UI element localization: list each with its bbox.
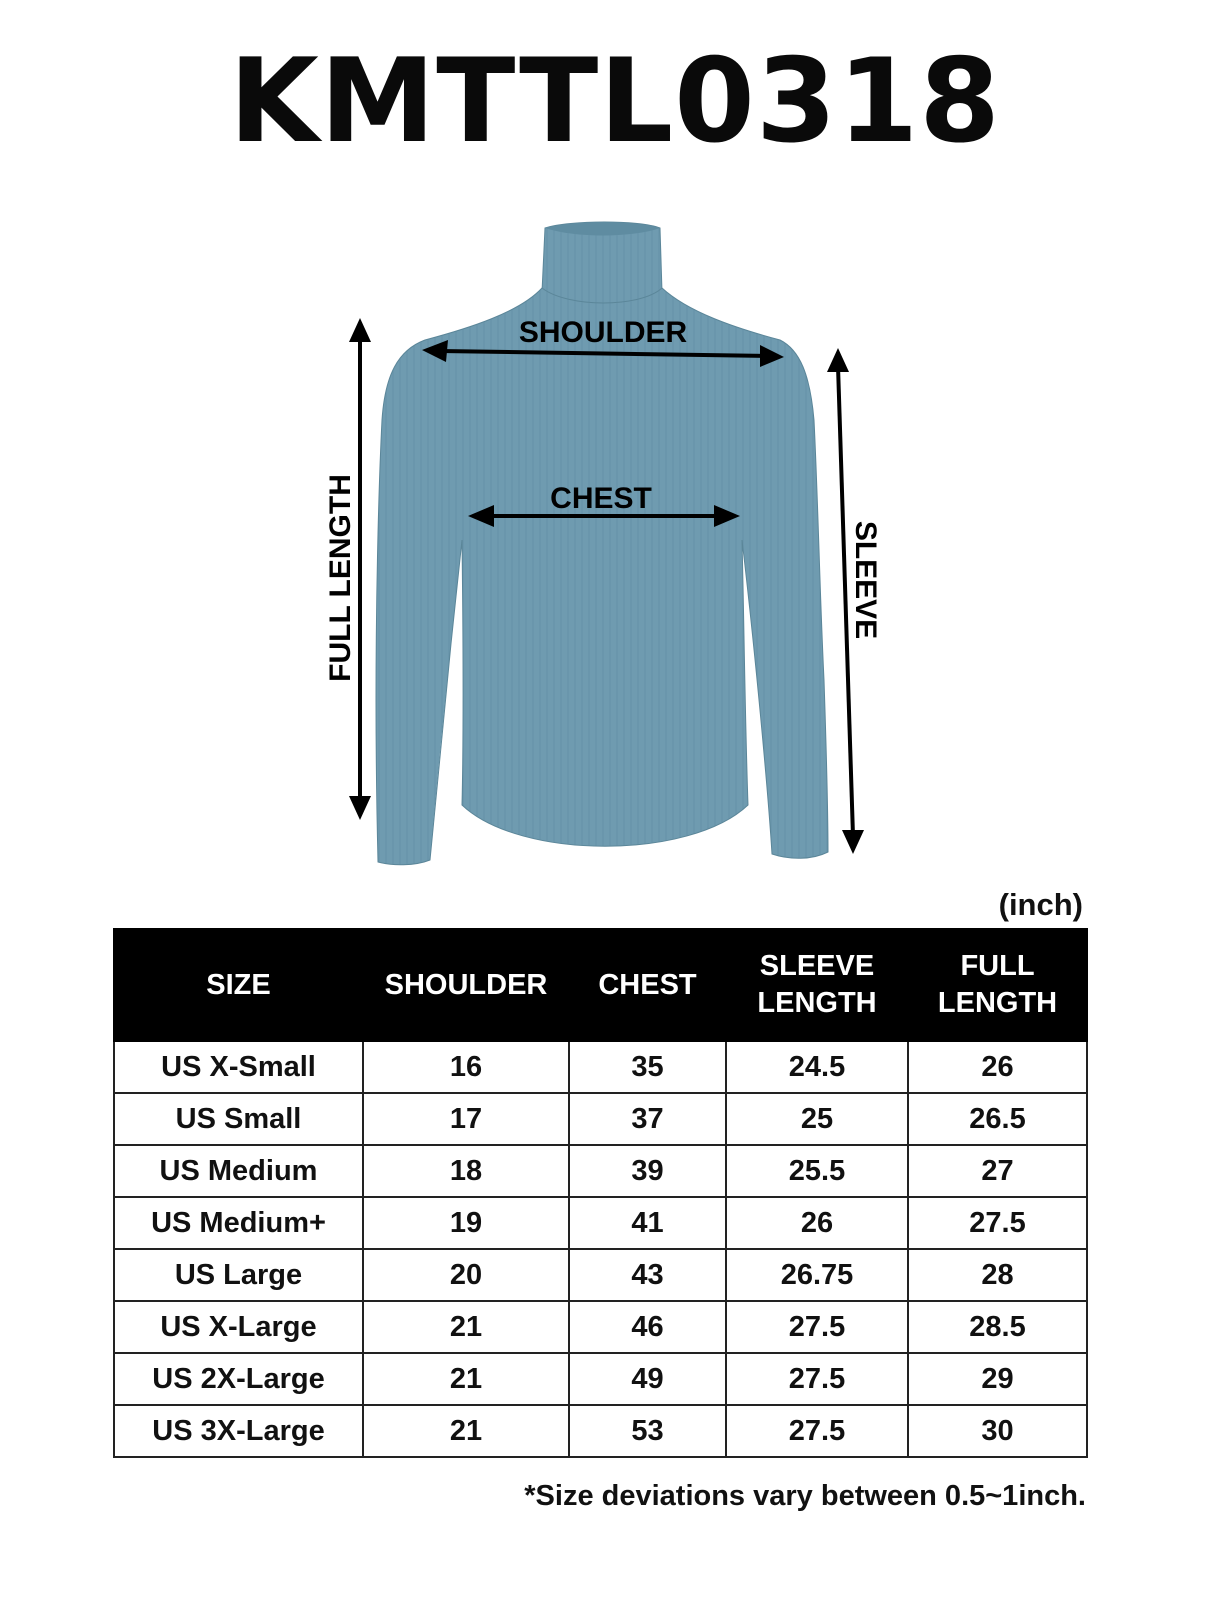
unit-label: (inch)	[998, 887, 1083, 922]
chest-cell: 37	[569, 1093, 726, 1145]
table-row	[114, 1301, 1087, 1353]
chest-cell: 35	[569, 1041, 726, 1093]
table-row	[114, 1093, 1087, 1145]
header-size: SIZE	[114, 929, 363, 1041]
header-shoulder: SHOULDER	[363, 929, 569, 1041]
table-row	[114, 1249, 1087, 1301]
chest-cell: 53	[569, 1405, 726, 1457]
size-chart-table	[113, 928, 1088, 1458]
sleeve-cell: 25.5	[726, 1145, 908, 1197]
chest-cell: 43	[569, 1249, 726, 1301]
full-length-cell: 27.5	[908, 1197, 1087, 1249]
size-cell: US X-Large	[114, 1301, 363, 1353]
sleeve-cell: 24.5	[726, 1041, 908, 1093]
sleeve-cell: 26.75	[726, 1249, 908, 1301]
shoulder-cell: 19	[363, 1197, 569, 1249]
sleeve-cell: 27.5	[726, 1353, 908, 1405]
full-length-cell: 29	[908, 1353, 1087, 1405]
chest-cell: 41	[569, 1197, 726, 1249]
header-chest: CHEST	[569, 929, 726, 1041]
sleeve-label: SLEEVE	[849, 520, 882, 640]
shoulder-cell: 21	[363, 1353, 569, 1405]
garment-diagram	[0, 180, 1230, 900]
shoulder-label: SHOULDER	[518, 316, 688, 349]
full-length-label: FULL LENGTH	[324, 474, 357, 682]
sleeve-cell: 27.5	[726, 1301, 908, 1353]
full-length-cell: 26	[908, 1041, 1087, 1093]
size-cell: US Medium+	[114, 1197, 363, 1249]
size-cell: US Large	[114, 1249, 363, 1301]
sleeve-cell: 26	[726, 1197, 908, 1249]
shoulder-cell: 20	[363, 1249, 569, 1301]
size-cell: US 2X-Large	[114, 1353, 363, 1405]
size-cell: US Medium	[114, 1145, 363, 1197]
table-row	[114, 1041, 1087, 1093]
table-header-row	[114, 929, 1087, 1041]
shirt-body-shape	[376, 288, 828, 865]
table-row	[114, 1197, 1087, 1249]
table-row	[114, 1405, 1087, 1457]
shoulder-cell: 16	[363, 1041, 569, 1093]
size-deviation-note: *Size deviations vary between 0.5~1inch.	[524, 1480, 1086, 1512]
size-cell: US 3X-Large	[114, 1405, 363, 1457]
shoulder-cell: 18	[363, 1145, 569, 1197]
sleeve-cell: 27.5	[726, 1405, 908, 1457]
header-sleeve-length: SLEEVE LENGTH	[726, 929, 908, 1041]
shoulder-cell: 21	[363, 1301, 569, 1353]
shoulder-cell: 17	[363, 1093, 569, 1145]
chest-cell: 39	[569, 1145, 726, 1197]
full-length-cell: 26.5	[908, 1093, 1087, 1145]
product-code-title: KMTTL0318	[228, 34, 1001, 169]
sleeve-cell: 25	[726, 1093, 908, 1145]
full-length-cell: 28	[908, 1249, 1087, 1301]
chest-label: CHEST	[550, 482, 652, 515]
full-length-cell: 27	[908, 1145, 1087, 1197]
size-cell: US X-Small	[114, 1041, 363, 1093]
size-cell: US Small	[114, 1093, 363, 1145]
shoulder-cell: 21	[363, 1405, 569, 1457]
turtleneck-illustration	[0, 180, 1230, 900]
header-full-length: FULL LENGTH	[908, 929, 1087, 1041]
table-row	[114, 1145, 1087, 1197]
table-row	[114, 1353, 1087, 1405]
full-length-cell: 30	[908, 1405, 1087, 1457]
chest-cell: 46	[569, 1301, 726, 1353]
chest-cell: 49	[569, 1353, 726, 1405]
full-length-cell: 28.5	[908, 1301, 1087, 1353]
